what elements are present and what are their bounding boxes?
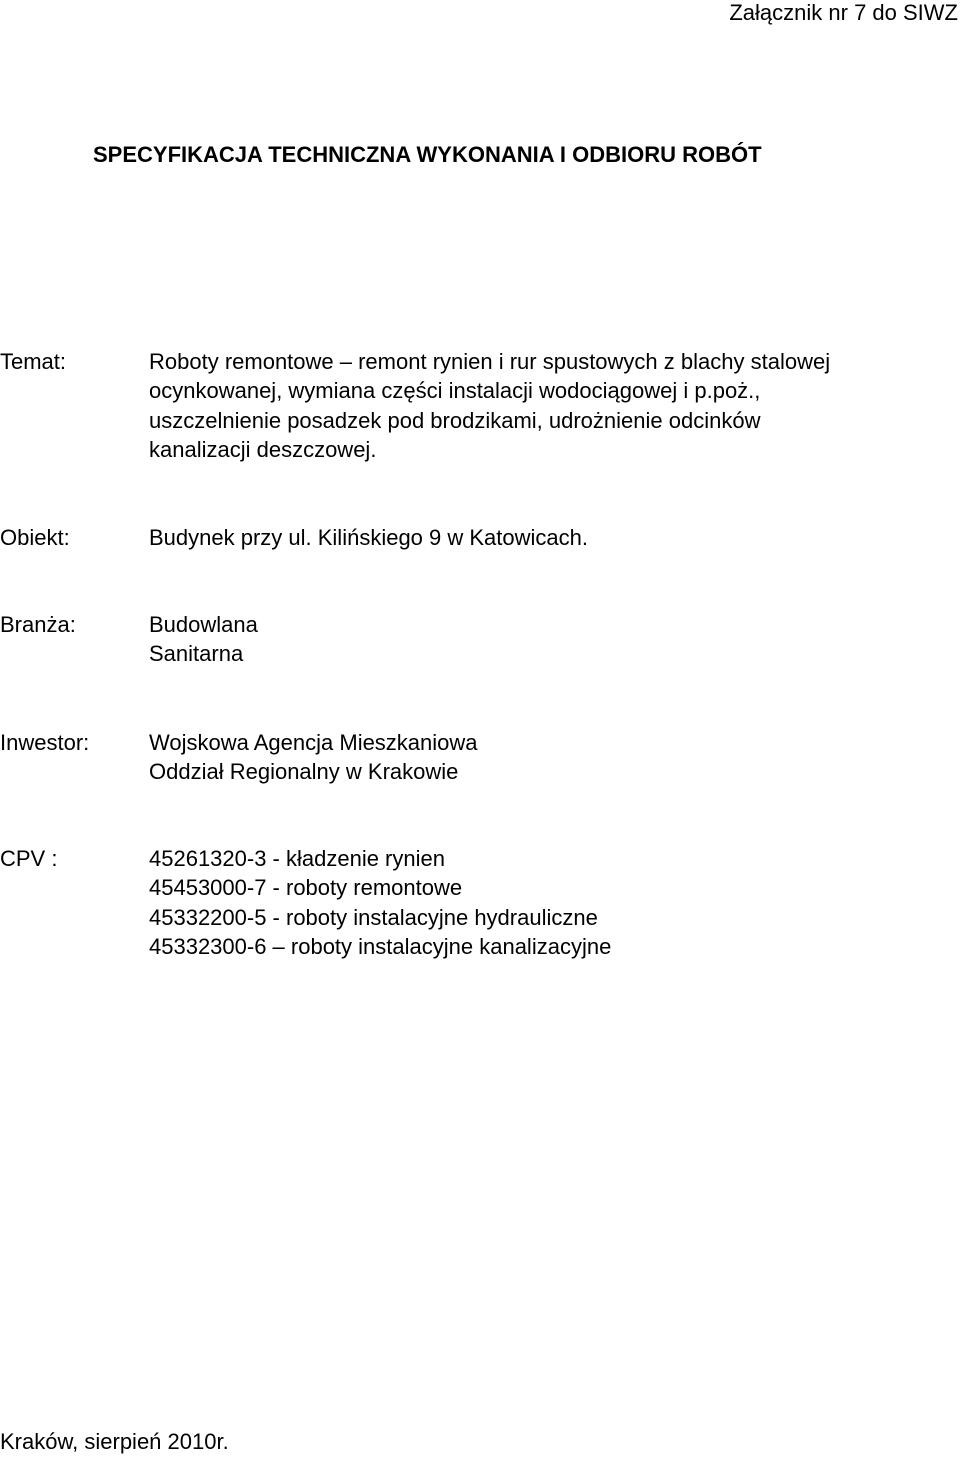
value-line: Budowlana bbox=[149, 612, 258, 637]
field-label-branza: Branża: bbox=[0, 612, 76, 637]
value-line: kanalizacji deszczowej. bbox=[149, 436, 377, 462]
value-line: 45332300-6 – roboty instalacyjne kanalizacyjne bbox=[149, 933, 612, 959]
field-value-cpv bbox=[149, 844, 949, 961]
field-value-obiekt bbox=[149, 523, 949, 552]
document-title: SPECYFIKACJA TECHNICZNA WYKONANIA I ODBIORU ROBÓT bbox=[93, 142, 762, 167]
annex-label: Załącznik nr 7 do SIWZ bbox=[729, 0, 958, 25]
field-label-cpv: CPV : bbox=[0, 846, 58, 871]
value-line: Oddział Regionalny w Krakowie bbox=[149, 759, 459, 785]
value-line: 45332200-5 - roboty instalacyjne hydrauliczne bbox=[149, 904, 598, 930]
value-line: 45453000-7 - roboty remontowe bbox=[149, 875, 463, 901]
field-label-inwestor: Inwestor: bbox=[0, 730, 90, 755]
value-line: Sanitarna bbox=[149, 641, 244, 667]
field-label-obiekt: Obiekt: bbox=[0, 525, 70, 550]
value-line: Roboty remontowe – remont rynien i rur spustowych z blachy stalowej bbox=[149, 349, 831, 374]
value-line: Wojskowa Agencja Mieszkaniowa bbox=[149, 730, 478, 755]
field-label-temat: Temat: bbox=[0, 349, 67, 374]
field-value-branza bbox=[149, 610, 949, 669]
value-line: 45261320-3 - kładzenie rynien bbox=[149, 846, 445, 871]
value-line: ocynkowanej, wymiana części instalacji wodociągowej i p.poż., bbox=[149, 378, 761, 404]
value-line: Budynek przy ul. Kilińskiego 9 w Katowicach. bbox=[149, 525, 588, 550]
field-value-temat bbox=[149, 347, 949, 464]
value-line: uszczelnienie posadzek pod brodzikami, udrożnienie odcinków bbox=[149, 407, 761, 433]
field-value-inwestor bbox=[149, 728, 949, 787]
place-date: Kraków, sierpień 2010r. bbox=[0, 1429, 229, 1454]
